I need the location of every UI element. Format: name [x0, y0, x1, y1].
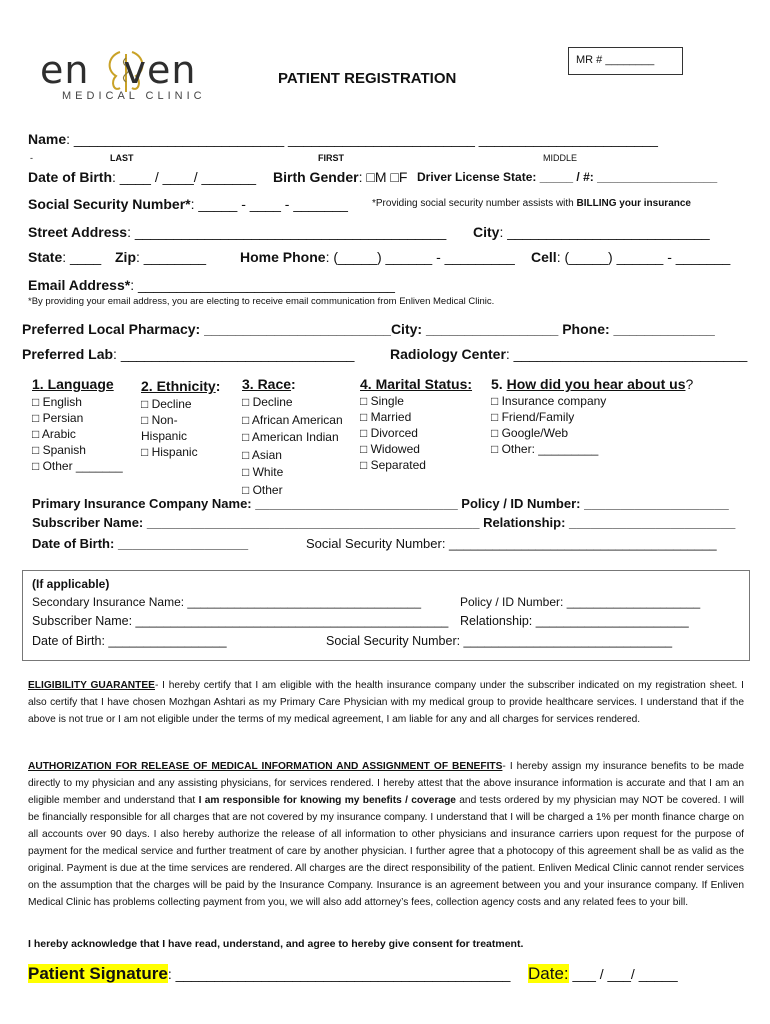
signature-label: Patient Signature [28, 964, 168, 983]
email-field[interactable]: Email Address*: _________________________________ [28, 277, 395, 293]
primary-ssn[interactable]: Social Security Number: _____________________________________ [306, 536, 717, 551]
street-address-field[interactable]: Street Address: ________________________________________ [28, 224, 447, 240]
secondary-policy[interactable]: Policy / ID Number: ____________________ [460, 595, 701, 609]
marital-widowed[interactable]: □ Widowed [360, 442, 420, 456]
ethnicity-hispanic[interactable]: □ Hispanic [141, 445, 198, 459]
secondary-insurance-name[interactable]: Secondary Insurance Name: ___________________________________ [32, 595, 421, 609]
name-row[interactable] [28, 131, 658, 147]
clinic-logo: en ven MEDICAL CLINIC [40, 48, 215, 106]
signature-date[interactable]: Date: ___ / ___/ _____ [528, 964, 678, 983]
language-arabic[interactable]: □ Arabic [32, 427, 76, 441]
email-note: *By providing your email address, you are electing to receive email communication from Enliven Medical Clinic. [28, 296, 495, 307]
secondary-ssn[interactable]: Social Security Number: ______________________________ [326, 634, 673, 648]
marital-separated[interactable]: □ Separated [360, 458, 426, 472]
ethnicity-non-hispanic[interactable]: □ Non- [141, 413, 178, 427]
referral-google[interactable]: □ Google/Web [491, 426, 569, 440]
lab-field[interactable]: Preferred Lab: ______________________________ [22, 346, 355, 362]
dob-field[interactable]: Date of Birth: ____ / ____/ _______ [28, 169, 257, 185]
referral-options[interactable] [491, 393, 606, 457]
language-options[interactable] [32, 394, 123, 474]
primary-dob[interactable]: Date of Birth: __________________ [32, 536, 249, 551]
language-english[interactable]: □ English [32, 395, 82, 409]
city-field[interactable]: City: __________________________ [473, 224, 710, 240]
race-asian[interactable]: □ Asian [242, 447, 282, 462]
referral-other[interactable]: □ Other: _________ [491, 442, 599, 456]
race-african-american[interactable]: □ African American [242, 412, 343, 427]
mr-number-label: MR # ________ [576, 54, 655, 66]
race-heading: 3. Race: [242, 376, 296, 392]
logo-subtitle: MEDICAL CLINIC [62, 90, 206, 102]
page-title: PATIENT REGISTRATION [278, 70, 457, 87]
marital-divorced[interactable]: □ Divorced [360, 426, 418, 440]
driver-license-field[interactable]: Driver License State: _____ / #: __________________ [417, 170, 718, 184]
ethnicity-heading: 2. Ethnicity: [141, 378, 221, 394]
referral-insurance[interactable]: □ Insurance company [491, 394, 607, 408]
secondary-dob[interactable]: Date of Birth: _________________ [32, 634, 227, 648]
zip-field[interactable]: Zip: ________ [115, 249, 207, 265]
marital-married[interactable]: □ Married [360, 410, 412, 424]
pharmacy-field[interactable]: Preferred Local Pharmacy: ________________________City: _________________ Phone: _____________ [22, 321, 715, 337]
ethnicity-options[interactable] [141, 396, 198, 460]
first-caption: FIRST [318, 153, 344, 163]
secondary-subscriber[interactable]: Subscriber Name: _____________________________________________ [32, 614, 449, 628]
language-persian[interactable]: □ Persian [32, 411, 84, 425]
ssn-field[interactable]: Social Security Number*: _____ - ____ - _______ [28, 196, 348, 212]
name-dash: - [30, 153, 33, 163]
ethnicity-decline[interactable]: □ Decline [141, 397, 192, 411]
name-label: Name [28, 131, 67, 147]
language-spanish[interactable]: □ Spanish [32, 443, 86, 457]
state-field[interactable]: State: ____ [28, 249, 102, 265]
primary-insurance-company[interactable]: Primary Insurance Company Name: ____________________________ Policy / ID Number: ____________________ [32, 496, 729, 511]
secondary-title: (If applicable) [32, 577, 110, 591]
cell-phone-field[interactable]: Cell: (_____) ______ - _______ [531, 249, 731, 265]
race-american-indian[interactable]: □ American Indian [242, 430, 339, 444]
race-options[interactable] [242, 394, 343, 499]
primary-subscriber[interactable]: Subscriber Name: ______________________________________________ Relationship: _______________________ [32, 515, 736, 530]
race-decline[interactable]: □ Decline [242, 395, 293, 409]
race-white[interactable]: □ White [242, 465, 284, 479]
name-fields: : ___________________________ ________________________ _______________________ [66, 131, 658, 147]
secondary-relationship[interactable]: Relationship: ______________________ [460, 614, 689, 628]
signature-row[interactable] [28, 964, 510, 984]
signature-line[interactable]: : ___________________________________________ [167, 966, 511, 982]
marital-options[interactable] [360, 393, 426, 473]
birth-gender-field[interactable]: Birth Gender: □M □F [273, 169, 408, 185]
referral-heading: 5. How did you hear about us? [491, 376, 694, 392]
language-heading: 1. Language [32, 376, 114, 392]
ssn-note: *Providing social security number assists with BILLING your insurance [372, 198, 691, 209]
language-other[interactable]: □ Other _______ [32, 459, 123, 473]
home-phone-field[interactable]: Home Phone: (_____) ______ - _________ [240, 249, 515, 265]
marital-heading: 4. Marital Status: [360, 376, 473, 392]
acknowledgement: I hereby acknowledge that I have read, understand, and agree to hereby give consent for treatment. [28, 938, 524, 950]
eligibility-paragraph: ELIGIBILITY GUARANTEE- I hereby certify that I am eligible with the health insurance company under the subscriber indicated on my registration sheet. I also certify that I have chosen Mozhgan Ashtari as my Primary Care Physician with my medical group to provide healthcare services. I understand that if the above is not true or I am not eligible under the terms of my medical agreement, I am liable for any and all charges for services rendered. [28, 680, 744, 725]
ethnicity-non-hispanic-cont: Hispanic [141, 429, 188, 443]
referral-friend[interactable]: □ Friend/Family [491, 410, 575, 424]
middle-caption: MIDDLE [543, 153, 578, 163]
authorization-paragraph: AUTHORIZATION FOR RELEASE OF MEDICAL INFORMATION AND ASSIGNMENT OF BENEFITS- I hereby assign my insurance benefits to be made directly to my physician and any assisting physicians, for services rendered. I hereby attest that the above insurance information is accurate and that I am an eligible member and understand that I am responsible for knowing my benefits / coverage and tests ordered by my physician may NOT be covered. I will be financially responsible for all charges that are not covered by my insurance company. I understand that I will be charged a 1% per month finance charge on all accounts over 90 days. I also hereby authorize the release of all information to other physicians and insurance carriers upon request for the purpose of payment for the medical service and further treatment of care by another physician. I further agree that a photocopy of this agreement shall be as valid as the original. Payment is due at the time services are rendered. All charges are the direct responsibility of the patient. Enliven Medical Clinic cannot render services on the assumption that the charges will be paid by the Insurance Company. Insurance is an agreement between you and your insurance company. If Enliven Medical Clinic has problems collecting payment from you, we will also add attorney’s fees, collection agency costs and any related fees to your bill. [28, 761, 744, 908]
radiology-field[interactable]: Radiology Center: ______________________________ [390, 346, 748, 362]
last-caption: LAST [110, 153, 134, 163]
marital-single[interactable]: □ Single [360, 394, 404, 408]
race-other[interactable]: □ Other [242, 482, 283, 497]
